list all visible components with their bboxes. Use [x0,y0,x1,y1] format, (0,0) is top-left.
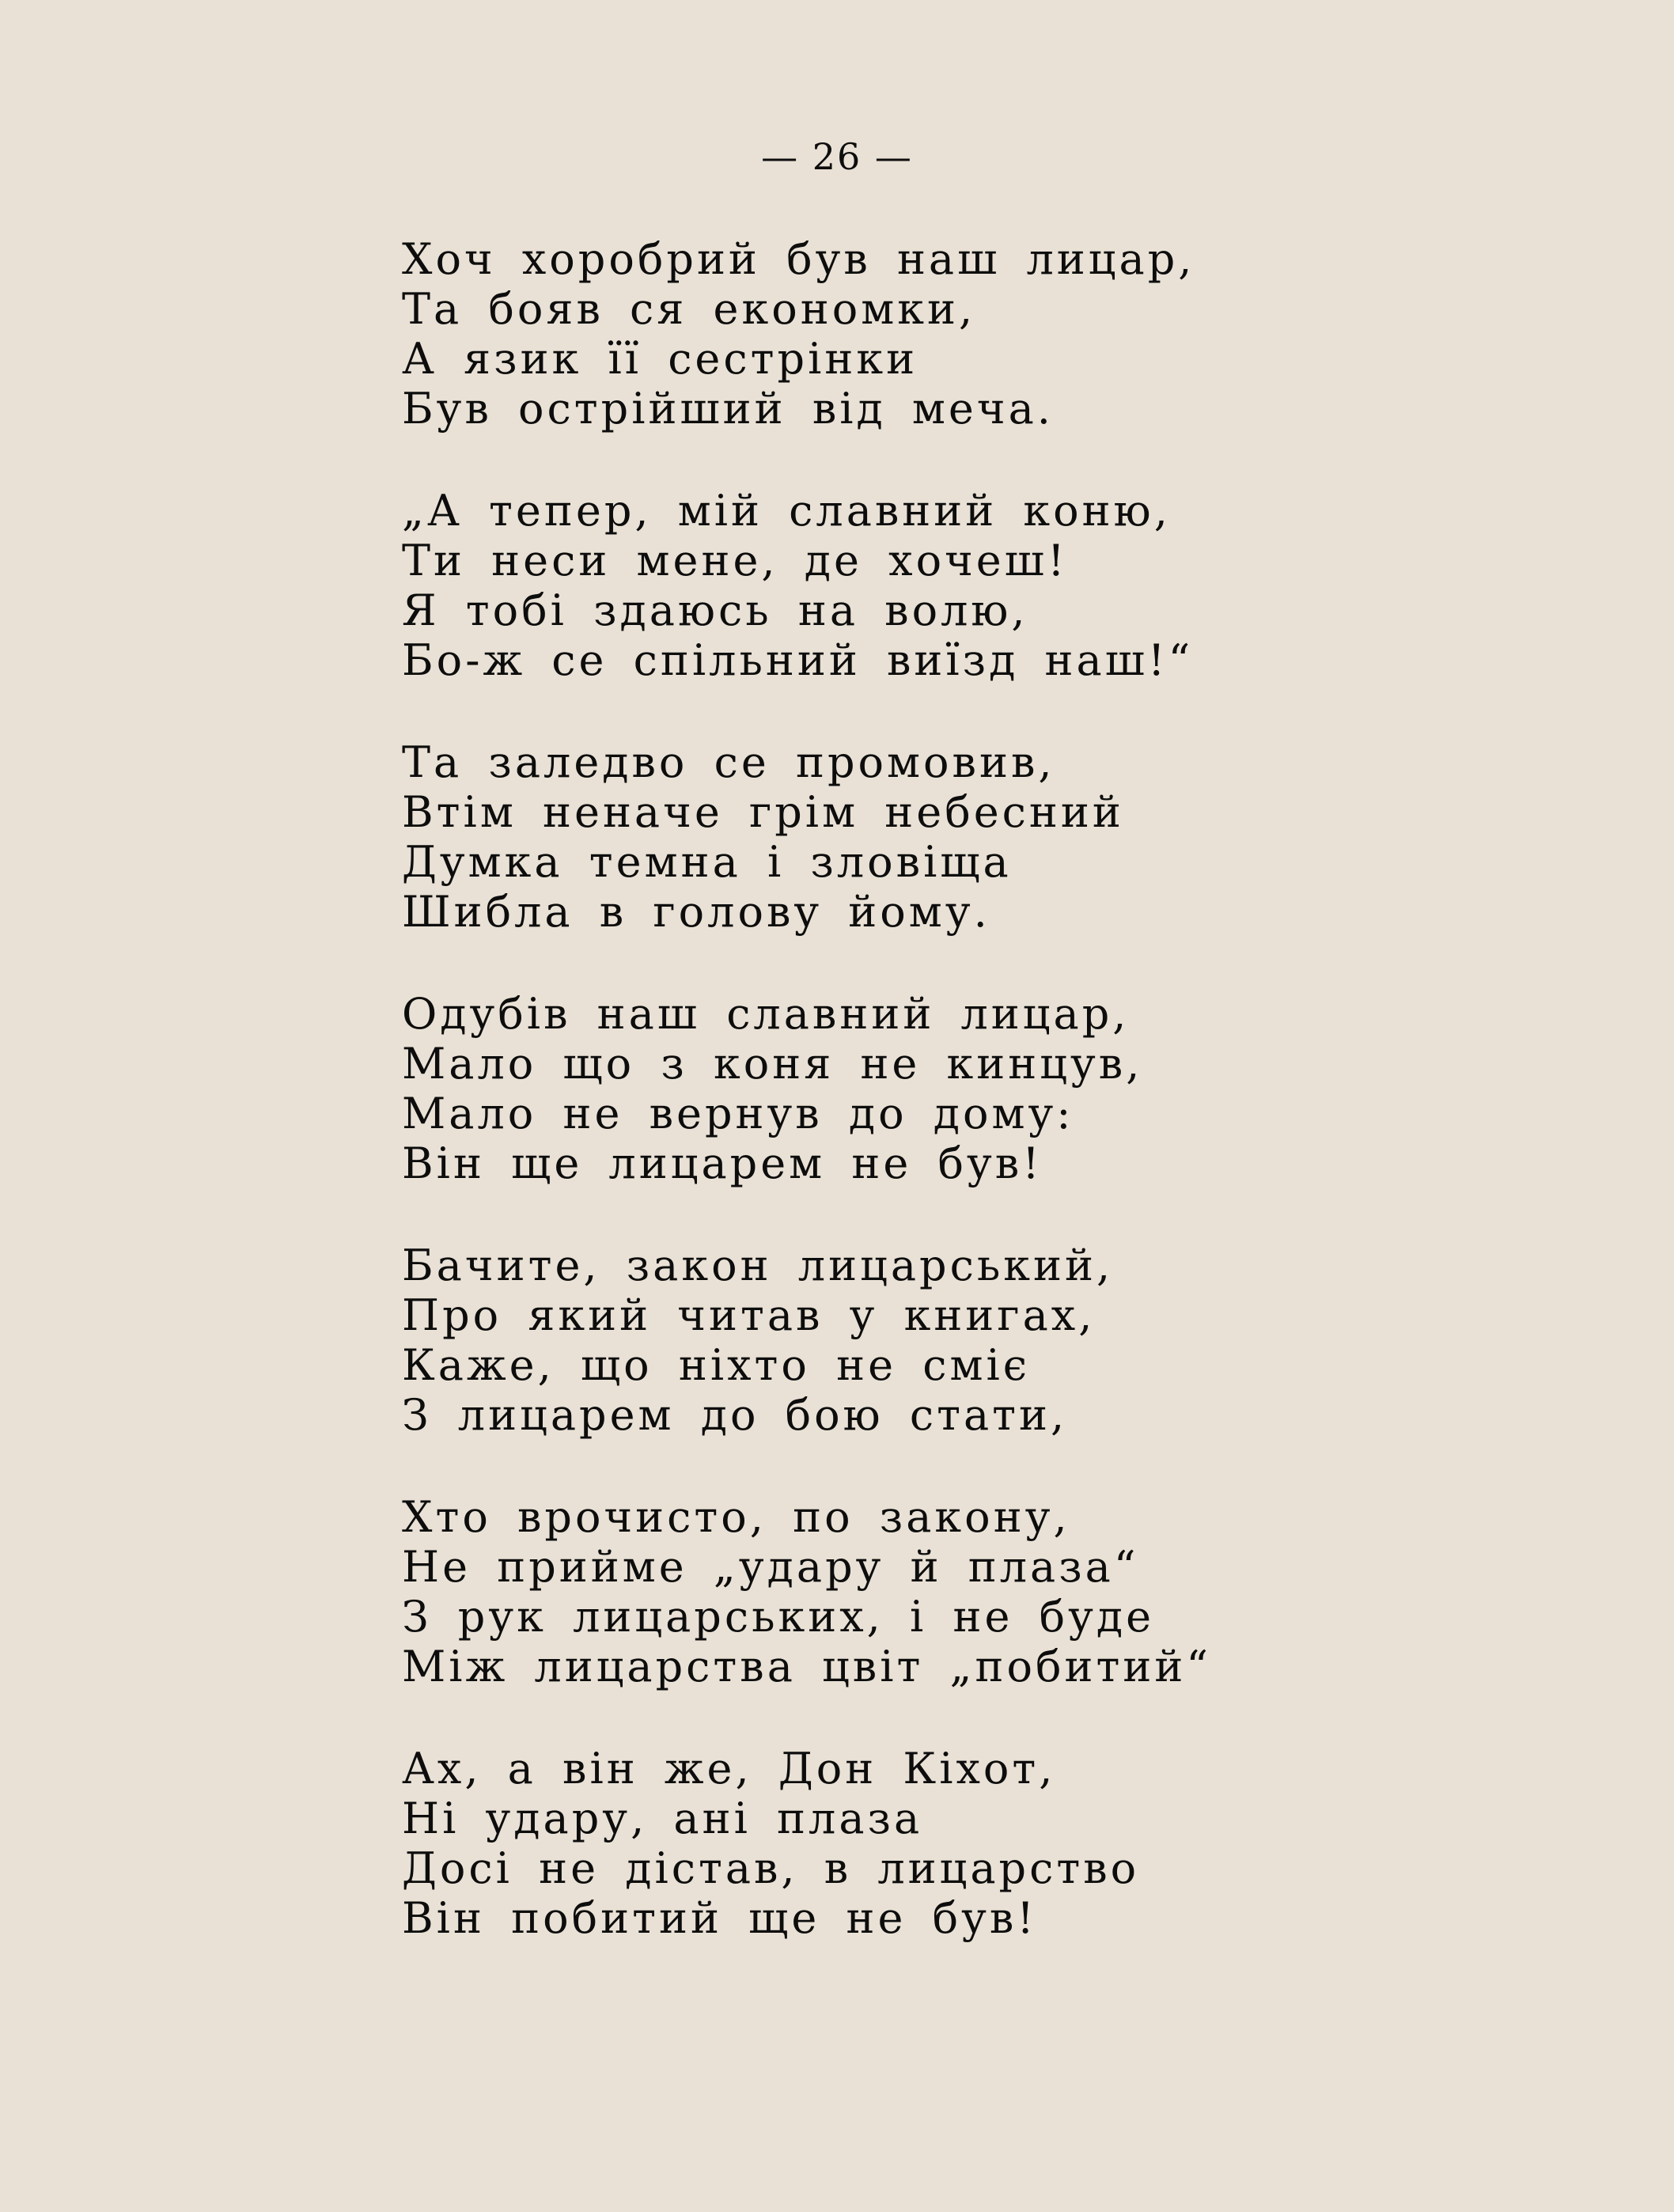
poem-line: Ні удару, ані плаза [402,1793,923,1843]
poem-line: Ах, а він же, Дон Кіхот, [402,1744,1056,1793]
poem-line: Я тобі здаюсь на волю, [402,585,1028,635]
poem-line: Та заледво се промовив, [402,737,1055,787]
poem-line: А язик її сестрінки [402,334,918,384]
poem-line: Каже, що ніхто не сміє [402,1340,1030,1390]
poem-line: Мало що з коня не кинцув, [402,1039,1143,1089]
stanza-7 [402,1744,1351,1943]
poem-line: Бачите, закон лицарський, [402,1240,1114,1290]
poem-line: З лицарем до бою стати, [402,1390,1068,1440]
poem-line: Був острійший від меча. [402,384,1054,434]
poem-line: Не прийме „удару й плаза“ [402,1542,1139,1592]
poem-line: Одубів наш славний лицар, [402,989,1130,1039]
poem-line: „А тепер, мій славний коню, [402,486,1171,536]
poem-line: Досі не дістав, в лицарство [402,1843,1140,1893]
poem-line: Та бояв ся економки, [402,284,976,334]
poem-line: Він побитий ще не був! [402,1893,1037,1943]
poem-line: З рук лицарських, і не буде [402,1592,1155,1642]
poem-line: Втім неначе грім небесний [402,787,1124,837]
stanza-2 [402,486,1351,685]
poem-line: Шибла в голову йому. [402,887,990,937]
stanza-4 [402,989,1351,1188]
stanza-6 [402,1492,1351,1691]
stanza-5 [402,1240,1351,1440]
poem-line: Про який читав у книгах, [402,1290,1096,1340]
poem-line: Мало не вернув до дому: [402,1089,1074,1138]
poem-line: Думка темна і зловіща [402,837,1012,887]
page-number: — 26 — [761,135,913,178]
poem-line: Хто врочисто, по закону, [402,1492,1070,1542]
poem-line: Між лицарства цвіт „побитий“ [402,1642,1211,1691]
poem-line: Бо-ж се спільний виїзд наш!“ [402,635,1194,685]
poem-line: Хоч хоробрий був наш лицар, [402,234,1195,284]
stanza-3 [402,737,1351,937]
poem-line: Ти неси мене, де хочеш! [402,536,1068,585]
stanza-1 [402,234,1351,434]
poem [402,234,1351,1995]
poem-line: Він ще лицарем не був! [402,1138,1043,1188]
